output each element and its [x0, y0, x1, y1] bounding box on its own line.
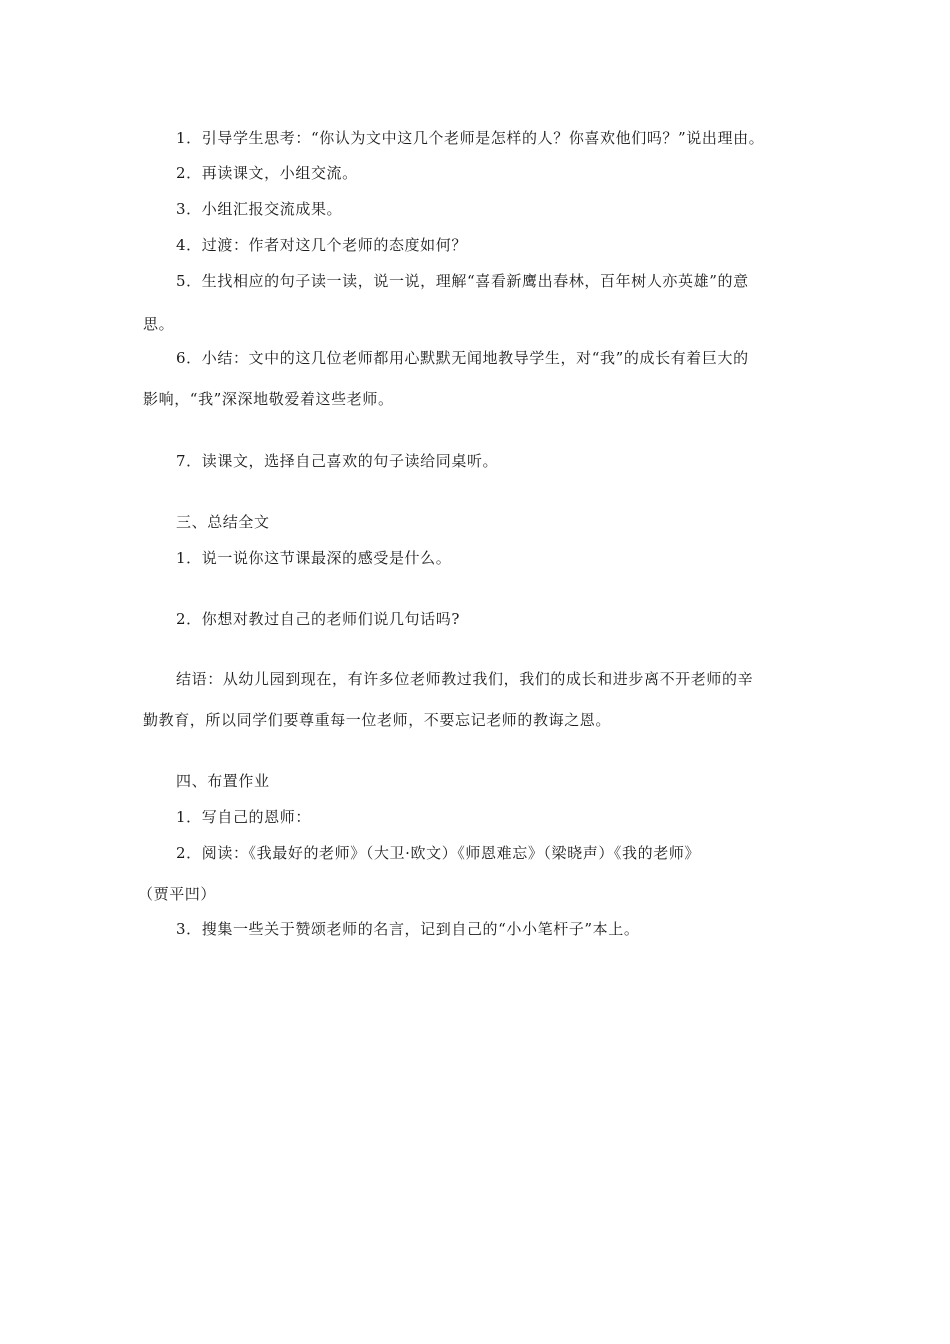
section-heading: 四、布置作业 [176, 772, 270, 790]
list-item-continuation: 思。 [143, 315, 175, 333]
list-item: 5．生找相应的句子读一读，说一说，理解“喜看新鹰出春林，百年树人亦英雄”的意 [176, 272, 749, 290]
conclusion-paragraph: 结语：从幼儿园到现在，有许多位老师教过我们，我们的成长和进步离不开老师的辛 [176, 670, 754, 688]
conclusion-continuation: 勤教育，所以同学们要尊重每一位老师，不要忘记老师的教诲之恩。 [143, 711, 612, 729]
list-item: 2．再读课文，小组交流。 [176, 164, 358, 182]
list-item: 1．说一说你这节课最深的感受是什么。 [176, 549, 452, 567]
section-heading: 三、总结全文 [176, 513, 270, 531]
list-item: 2．你想对教过自己的老师们说几句话吗? [176, 610, 460, 628]
list-item: 7．读课文，选择自己喜欢的句子读给同桌听。 [176, 452, 499, 470]
list-item-continuation: （贾平凹） [138, 885, 217, 903]
list-item: 6．小结：文中的这几位老师都用心默默无闻地教导学生，对“我”的成长有着巨大的 [176, 349, 749, 367]
list-item: 1．写自己的恩师： [176, 808, 311, 826]
list-item: 1．引导学生思考：“你认为文中这几个老师是怎样的人？你喜欢他们吗？”说出理由。 [176, 129, 765, 147]
list-item: 3．小组汇报交流成果。 [176, 200, 343, 218]
list-item: 4．过渡：作者对这几个老师的态度如何？ [176, 236, 467, 254]
list-item-continuation: 影响，“我”深深地敬爱着这些老师。 [143, 390, 394, 408]
list-item: 3．搜集一些关于赞颂老师的名言，记到自己的“小小笔杆子”本上。 [176, 920, 640, 938]
list-item: 2．阅读：《我最好的老师》（大卫·欧文）《师恩难忘》（梁晓声）《我的老师》 [176, 844, 701, 862]
